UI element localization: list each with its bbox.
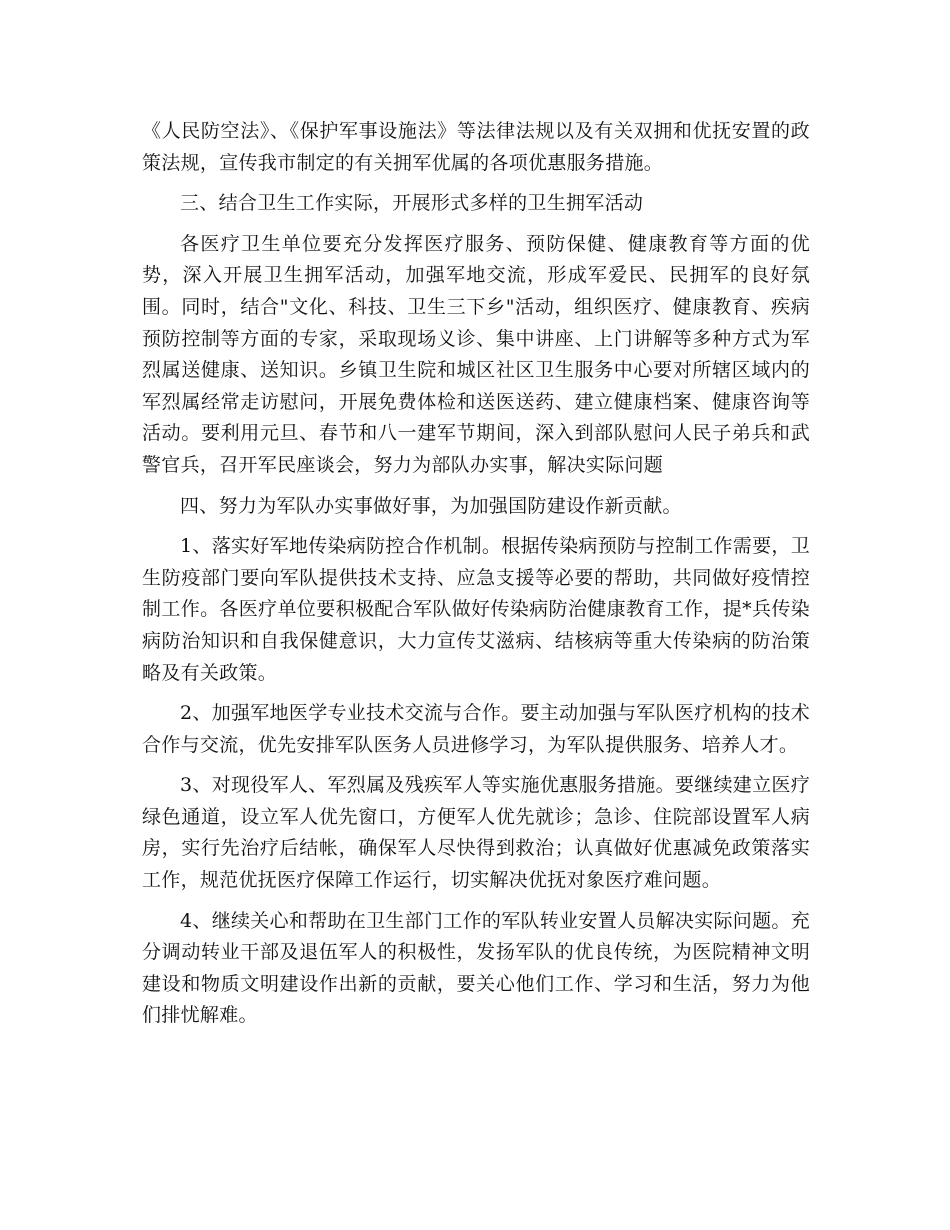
paragraph-item-1: 1、落实好军地传染病防控合作机制。根据传染病预防与控制工作需要，卫生防疫部门要向军队提供技术支持、应急支援等必要的帮助，共同做好疫情控制工作。各医疗单位要积极配合军队做好传染病防治健康教育工作，提*兵传染病防治知识和自我保健意识，大力宣传艾滋病、结核病等重大传染病的防治策略及有关政策。 <box>142 535 810 684</box>
paragraph-policy-publicity: 《人民防空法》、《保护军事设施法》等法律法规以及有关双拥和优抚安置的政策法规，宣传我市制定的有关拥军优属的各项优惠服务措施。 <box>142 120 810 174</box>
document-body <box>142 116 810 1041</box>
paragraph-item-4: 4、继续关心和帮助在卫生部门工作的军队转业安置人员解决实际问题。充分调动转业干部及退伍军人的积极性，发扬军队的优良传统，为医院精神文明建设和物质文明建设作出新的贡献，要关心他们工作、学习和生活，努力为他们排忧解难。 <box>142 909 810 1027</box>
paragraph-item-3: 3、对现役军人、军烈属及残疾军人等实施优惠服务措施。要继续建立医疗绿色通道，设立军人优先窗口，方便军人优先就诊；急诊、住院部设置军人病房，实行先治疗后结帐，确保军人尽快得到救治；认真做好优惠减免政策落实工作，规范优抚医疗保障工作运行，切实解决优抚对象医疗难问题。 <box>142 774 810 892</box>
section-heading-4: 四、努力为军队办实事做好事，为加强国防建设作新贡献。 <box>180 494 682 517</box>
section-heading-3: 三、结合卫生工作实际，开展形式多样的卫生拥军活动 <box>180 192 644 215</box>
paragraph-item-2: 2、加强军地医学专业技术交流与合作。要主动加强与军队医疗机构的技术合作与交流，优先安排军队医务人员进修学习，为军队提供服务、培养人才。 <box>142 702 810 756</box>
paragraph-health-activities: 各医疗卫生单位要充分发挥医疗服务、预防保健、健康教育等方面的优势，深入开展卫生拥军活动，加强军地交流，形成军爱民、民拥军的良好氛围。同时，结合"文化、科技、卫生三下乡"活动，组织医疗、健康教育、疾病预防控制等方面的专家，采取现场义诊、集中讲座、上门讲解等多种方式为军烈属送健康、送知识。乡镇卫生院和城区社区卫生服务中心要对所辖区域内的军烈属经常走访慰问，开展免费体检和送医送药、建立健康档案、健康咨询等活动。要利用元旦、春节和八一建军节期间，深入到部队慰问人民子弟兵和武警官兵，召开军民座谈会，努力为部队办实事，解决实际问题 <box>142 232 810 476</box>
